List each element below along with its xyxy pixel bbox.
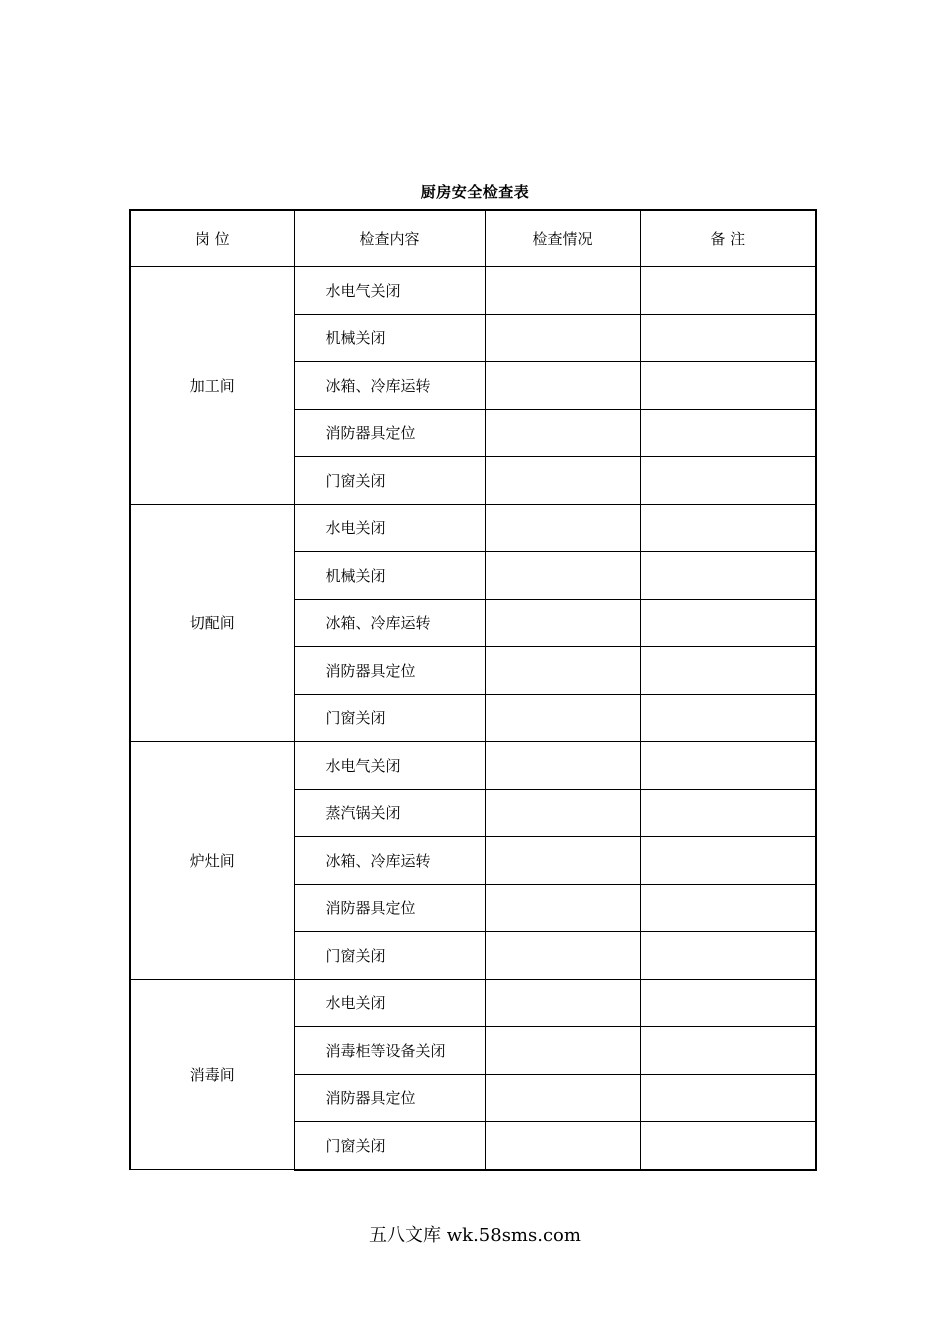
check-item: 消毒柜等设备关闭 [294, 1027, 485, 1075]
station-cell: 炉灶间 [130, 742, 294, 980]
remarks-cell[interactable] [640, 457, 816, 505]
station-cell: 消毒间 [130, 979, 294, 1170]
check-item: 蒸汽锅关闭 [294, 789, 485, 837]
check-item: 消防器具定位 [294, 884, 485, 932]
status-cell[interactable] [485, 362, 640, 410]
check-item: 水电气关闭 [294, 742, 485, 790]
status-cell[interactable] [485, 599, 640, 647]
header-station: 岗 位 [130, 210, 294, 267]
check-item: 门窗关闭 [294, 694, 485, 742]
status-cell[interactable] [485, 1074, 640, 1122]
remarks-cell[interactable] [640, 647, 816, 695]
status-cell[interactable] [485, 409, 640, 457]
remarks-cell[interactable] [640, 1074, 816, 1122]
table-row [130, 979, 816, 1027]
remarks-cell[interactable] [640, 932, 816, 980]
table-row [130, 267, 816, 315]
remarks-cell[interactable] [640, 504, 816, 552]
check-item: 水电关闭 [294, 979, 485, 1027]
check-item: 机械关闭 [294, 314, 485, 362]
check-item: 门窗关闭 [294, 932, 485, 980]
remarks-cell[interactable] [640, 979, 816, 1027]
status-cell[interactable] [485, 884, 640, 932]
status-cell[interactable] [485, 932, 640, 980]
document-title: 厨房安全检查表 [420, 183, 530, 201]
checklist-table [129, 209, 817, 1171]
status-cell[interactable] [485, 457, 640, 505]
check-item: 门窗关闭 [294, 1122, 485, 1170]
remarks-cell[interactable] [640, 694, 816, 742]
footer-watermark: 五八文库 wk.58sms.com [369, 1225, 581, 1246]
status-cell[interactable] [485, 504, 640, 552]
remarks-cell[interactable] [640, 789, 816, 837]
header-remarks: 备 注 [640, 210, 816, 267]
station-cell: 加工间 [130, 267, 294, 505]
status-cell[interactable] [485, 694, 640, 742]
status-cell[interactable] [485, 267, 640, 315]
remarks-cell[interactable] [640, 409, 816, 457]
remarks-cell[interactable] [640, 1122, 816, 1170]
check-item: 冰箱、冷库运转 [294, 837, 485, 885]
remarks-cell[interactable] [640, 742, 816, 790]
status-cell[interactable] [485, 742, 640, 790]
remarks-cell[interactable] [640, 884, 816, 932]
status-cell[interactable] [485, 837, 640, 885]
header-status: 检查情况 [485, 210, 640, 267]
check-item: 消防器具定位 [294, 409, 485, 457]
header-content: 检查内容 [294, 210, 485, 267]
status-cell[interactable] [485, 314, 640, 362]
remarks-cell[interactable] [640, 314, 816, 362]
check-item: 消防器具定位 [294, 1074, 485, 1122]
status-cell[interactable] [485, 552, 640, 600]
status-cell[interactable] [485, 1027, 640, 1075]
check-item: 水电气关闭 [294, 267, 485, 315]
remarks-cell[interactable] [640, 837, 816, 885]
table-row [130, 504, 816, 552]
check-item: 消防器具定位 [294, 647, 485, 695]
check-item: 冰箱、冷库运转 [294, 362, 485, 410]
check-item: 门窗关闭 [294, 457, 485, 505]
table-row [130, 742, 816, 790]
remarks-cell[interactable] [640, 1027, 816, 1075]
remarks-cell[interactable] [640, 552, 816, 600]
status-cell[interactable] [485, 979, 640, 1027]
status-cell[interactable] [485, 647, 640, 695]
remarks-cell[interactable] [640, 362, 816, 410]
remarks-cell[interactable] [640, 599, 816, 647]
check-item: 机械关闭 [294, 552, 485, 600]
check-item: 水电关闭 [294, 504, 485, 552]
status-cell[interactable] [485, 1122, 640, 1170]
check-item: 冰箱、冷库运转 [294, 599, 485, 647]
table-header-row [130, 210, 816, 267]
station-cell: 切配间 [130, 504, 294, 742]
remarks-cell[interactable] [640, 267, 816, 315]
status-cell[interactable] [485, 789, 640, 837]
